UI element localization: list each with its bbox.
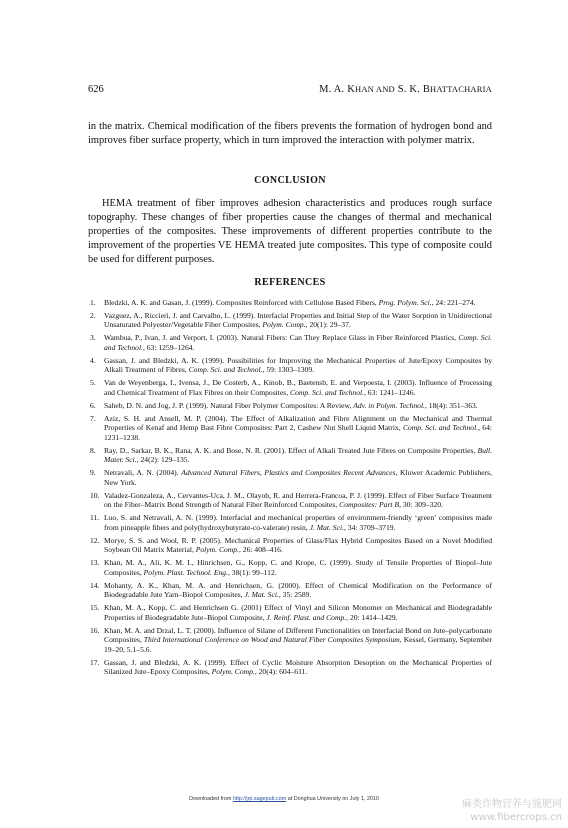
reference-part: , 20(4): 604–611. [254,667,308,677]
reference-number: 6. [90,400,96,410]
reference-text [104,356,492,375]
reference-part: , 26: 408–416. [239,545,283,555]
reference-source: J. Reinf. Plast. and Comp. [266,612,347,622]
reference-part: , 63: 1241–1246. [364,387,416,397]
reference-part: , 35: 2589. [278,590,312,600]
reference-source: Polym. Comp. [262,320,306,330]
reference-part: , 34: 3709–3719. [343,522,396,532]
reference-item [88,446,492,465]
watermark-line: www.fibercrops.cn [470,812,562,823]
reference-part: Valadez-Gonzaleza, A., Cervantes-Uca, J. M., Olayob, R. and Herrera-Francoa, P. J. (1999). Effect of Fiber Surface Treatment on the Fiber–Matrix Bond Strength of Natural Fiber Reinforced Composites, [104,490,492,510]
reference-part: Gassan, J. and Bledzki, A. K. (1999). Possibilities for Improving the Mechanical Properties of Jute/Epoxy Composites by Alkali Treatment of Fibres, [104,355,492,375]
footer-prefix: Downloaded from [189,796,233,802]
reference-part: Khan, M. A., Kopp, C. and Henrichsen G. (2001) Effect of Vinyl and Silicon Monomer on Mechanical and Biodegradable Properties of Biodegradable Jute–Biopol Composite, [104,603,492,622]
reference-part: , Kessel, Germany, September 19–20, 5.1–5.6. [104,635,492,654]
watermark [462,798,562,824]
reference-part: Aziz, S. H. and Ansell, M. P. (2004). The Effect of Alkalization and Fibre Alignment on the Mechanical and Thermal Properties of Kenaf and Hemp Bast Fibre Composites: Part 2, Cashew Nut Shell Liquid Matrix, [104,413,492,433]
reference-text [104,491,492,510]
footer-suffix: at Donghua University on July 1, 2010 [286,796,379,802]
reference-part: Mohanty, A. K., Khan, M. A. and Henrichsen, G. (2000). Effect of Chemical Modification on the Performance of Biodegradable Jute Yarn–Biopol Composites, [104,580,492,600]
reference-part: Luo, S. and Netravali, A. N. (1999). Interfacial and mechanical properties of environment-friendly ‘green’ composites made from pineapple fibers and poly(hydroxybutyrate-co-valerate) resin, [104,513,492,532]
reference-source: Third International Conference on Wood and Natural Fiber Composites Symposium [143,635,400,645]
reference-part: Saheb, D. N. and Jog, J. P. (1999). Natural Fiber Polymer Composites: A Review, [104,400,354,410]
reference-text [104,581,492,600]
reference-number: 5. [90,378,96,388]
reference-list [88,298,492,680]
reference-item [88,378,492,397]
reference-part: Bledzki, A. K. and Gasan, J. (1999). Composites Reinforced with Cellulose Based Fibers, [104,298,379,307]
reference-part: , 18(4): 351–363. [424,400,478,410]
reference-number: 8. [90,445,96,455]
reference-source: Composites: Part B [339,500,400,510]
reference-item [88,356,492,375]
reference-part: Netravali, A. N. (2004). [104,468,182,478]
reference-part: Khan, M. A., Ali, K. M. I., Hinrichsen, G., Kopp, C. and Krope, C. (1999). Study of Tensile Properties of Biopol–Jute Composites, [104,558,492,577]
reference-number: 11. [90,513,100,523]
page-header [88,84,492,98]
reference-source: Polym. Comp. [211,667,255,677]
reference-text [104,401,478,410]
reference-item [88,401,492,411]
reference-item [88,658,492,677]
reference-number: 9. [90,468,96,478]
running-head-part: HATTACHARIA [430,84,492,94]
reference-part: Morye, S. S. and Wool, R. P. (2005). Mechanical Properties of Glass/Flax Hybrid Composites Based on a Novel Modified Soybean Oil Matrix Material, [104,535,492,555]
reference-number: 1. [90,298,96,307]
continuation-paragraph: in the matrix. Chemical modification of the fibers prevents the formation of hydrogen bond and improves fiber surface property, which in turn improved the interaction with polymer matrix. [88,121,492,147]
reference-text [104,536,492,555]
reference-source: J. Mat. Sci. [309,522,344,532]
reference-item [88,558,492,577]
reference-part: Vazguez, A., Riccieri, J. and Carvalho, L. (1999). Interfacial Properties and Initial Step of the Water Sorption in Unidirectional Unsaturated Polyester/Vegetable Fiber Composites, [104,310,492,330]
reference-item [88,513,492,532]
conclusion-heading: CONCLUSION [254,175,326,186]
footer-link[interactable]: http://jrp.sagepub.com [232,796,287,802]
reference-source: Polym. Plast. Technol. Eng. [143,567,228,577]
reference-part: Ray, D., Sarkar, B. K., Rana, A. K. and Bose, N. R. (2001). Effect of Alkali Treated Jute Fibres on Composite Properties, [104,445,478,455]
reference-part: Khan, M. A. and Drzal, L. T. (2000). Influence of Silane of Different Functionalities on Interfacial Bond on Jute–polycarbonate Composites, [104,625,492,645]
reference-source: Bull. Mater. Sci. [104,445,492,465]
reference-text [104,626,492,654]
watermark-line: 麻类作物营养与施肥网 [462,799,562,810]
reference-source: J. Mat. Sci. [244,590,279,600]
reference-number: 14. [90,580,100,590]
reference-number: 4. [90,355,96,365]
reference-item [88,333,492,352]
reference-text [104,603,492,622]
reference-source: Adv. in Polym. Technol. [353,400,425,410]
running-head-part: M. A. K [319,84,355,95]
reference-text [104,658,492,677]
reference-text [104,558,492,577]
reference-part: , 64: 1231–1238. [104,423,493,442]
reference-text [104,378,492,397]
reference-number: 7. [90,413,96,423]
page-number: 626 [88,84,104,95]
reference-text [104,468,492,487]
reference-part: , 24(2): 129–135. [136,455,190,465]
reference-text [104,513,492,532]
reference-source: Comp. Sci. and Technol. [104,333,492,352]
reference-source: Polym. Comp. [195,545,239,555]
reference-number: 17. [90,657,100,667]
reference-text [104,414,492,442]
reference-part: Van de Weyenberga, I., Ivensa, J., De Costerb, A., Kinob, B., Baetensb, E. and Verpoesta, I. (2003). Influence of Processing and Chemical Treatment of Flax Fibres on their Composites, [104,378,492,397]
reference-text [104,446,492,465]
reference-number: 12. [90,535,100,545]
reference-part: , 20(1): 29–37. [305,320,351,330]
reference-part: , 59: 1303–1309. [262,365,315,375]
reference-item [88,468,492,487]
reference-part: , 63: 1259–1264. [142,342,195,352]
reference-source: Comp. Sci. and Technol. [402,423,479,433]
reference-part: Wambua, P., Ivan, J. and Verport, I. (2003). Natural Fibers: Can They Replace Glass in Fiber Reinforced Plastics, [104,333,459,343]
reference-part: , 24: 221–274. [431,298,476,307]
running-head-part: HAN AND [354,84,395,94]
reference-part: , 38(1): 99–112. [227,567,277,577]
running-head-part: S. K. B [394,84,431,95]
reference-item [88,414,492,443]
reference-item [88,491,492,510]
reference-part: , 20: 1414–1429. [346,612,398,622]
reference-item [88,311,492,330]
reference-source: Prog. Polym. Sci. [378,298,432,307]
reference-source: Comp. Sci. and Technol. [188,365,263,375]
reference-item [88,626,492,655]
reference-number: 13. [90,558,100,568]
reference-text [104,298,476,307]
reference-item [88,603,492,622]
references-heading: REFERENCES [254,277,326,288]
reference-item [88,298,492,308]
reference-number: 3. [90,333,96,343]
conclusion-paragraph: HEMA treatment of fiber improves adhesion characteristics and produces rough surface topography. These changes of fiber properties cause the changes of thermal and mechanical properties of the composites. These improvements of different properties contribute to the improvement of the properties VE HEMA treated jute composites. This type of composite could be used for different purposes. [88,198,492,266]
reference-text [104,311,492,330]
reference-number: 15. [90,603,100,613]
running-head [319,84,492,95]
reference-text [104,333,492,352]
reference-part: Gassan, J. and Bledzki, A. K. (1999). Effect of Cyclic Moisture Absorption Desoption on the Mechanical Properties of Silanized Jute–Epoxy Composites, [104,657,492,677]
reference-source: Comp. Sci. and Technol. [290,387,364,397]
reference-part: , 30: 309–320. [399,500,443,510]
reference-number: 2. [90,310,96,320]
reference-number: 10. [90,490,100,500]
reference-number: 16. [90,625,100,635]
reference-item [88,536,492,555]
reference-part: , Kluwer Academic Publishers, New York. [104,468,492,487]
reference-source: Advanced Natural Fibers, Plastics and Composites Recent Advances [181,468,396,478]
reference-item [88,581,492,600]
